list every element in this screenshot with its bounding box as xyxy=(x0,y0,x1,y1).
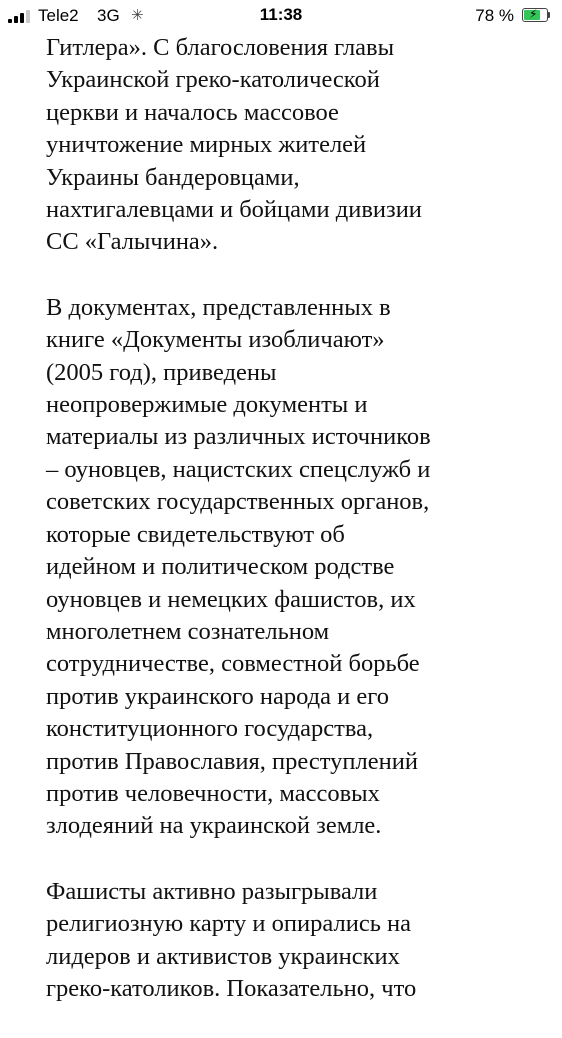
article-text-line: против человечности, массовых xyxy=(46,779,380,807)
carrier-name: Tele2 xyxy=(38,6,79,25)
status-bar xyxy=(0,0,562,32)
article-text-line: сотрудничестве, совместной борьбе xyxy=(46,650,420,678)
article-text-line: советских государственных органов, xyxy=(46,488,430,516)
article-text-line: Украинской греко-католической xyxy=(46,66,380,94)
article-paragraph xyxy=(46,32,546,259)
clock: 11:38 xyxy=(259,5,303,24)
article-text-line: В документах, представленных в xyxy=(46,293,391,321)
article-text-line: против Православия, преступлений xyxy=(46,747,418,775)
article-text-line: церкви и началось массовое xyxy=(46,98,339,126)
charging-bolt-icon: ⚡ xyxy=(529,7,538,21)
article-text-line: идейном и политическом родстве xyxy=(46,553,395,581)
article-text-line: уничтожение мирных жителей xyxy=(46,131,367,159)
article-text-line: неопровержимые документы и xyxy=(46,391,368,419)
article-text-line: – оуновцев, нацистских спецслужб и xyxy=(46,455,431,483)
battery-percent: 78 % xyxy=(475,6,514,25)
article-text-line: конституционного государства, xyxy=(46,715,374,743)
article-text-line: религиозную карту и опирались на xyxy=(46,910,411,938)
article-text-line: СС «Галычина». xyxy=(46,228,219,256)
article-text-line: Украины бандеровцами, xyxy=(46,163,300,191)
article-body xyxy=(46,32,546,1038)
article-paragraph xyxy=(46,292,546,843)
article-text-line: злодеяний на украинской земле. xyxy=(46,812,382,840)
article-text-line: лидеров и активистов украинских xyxy=(46,942,400,970)
article-text-line: Фашисты активно разыгрывали xyxy=(46,877,378,905)
article-paragraph xyxy=(46,876,546,1006)
article-text-line: которые свидетельствуют об xyxy=(46,520,345,548)
network-type: 3G xyxy=(97,6,120,25)
article-text-line: Гитлера». С благословения главы xyxy=(46,34,395,61)
article-text-line: нахтигалевцами и бойцами дивизии xyxy=(46,196,422,224)
article-text-line: греко-католиков. Показательно, что xyxy=(46,974,417,1002)
article-text-line: материалы из различных источников xyxy=(46,423,431,451)
battery-icon xyxy=(522,8,550,22)
article-text-line: оуновцев и немецких фашистов, их xyxy=(46,585,416,613)
article-text-line: (2005 год), приведены xyxy=(46,358,277,386)
network-activity-icon: ✳ xyxy=(131,7,144,24)
article-text-line: книге «Документы изобличают» xyxy=(46,326,385,354)
article-text-line: против украинского народа и его xyxy=(46,682,389,710)
article-text-line: многолетнем сознательном xyxy=(46,617,330,645)
